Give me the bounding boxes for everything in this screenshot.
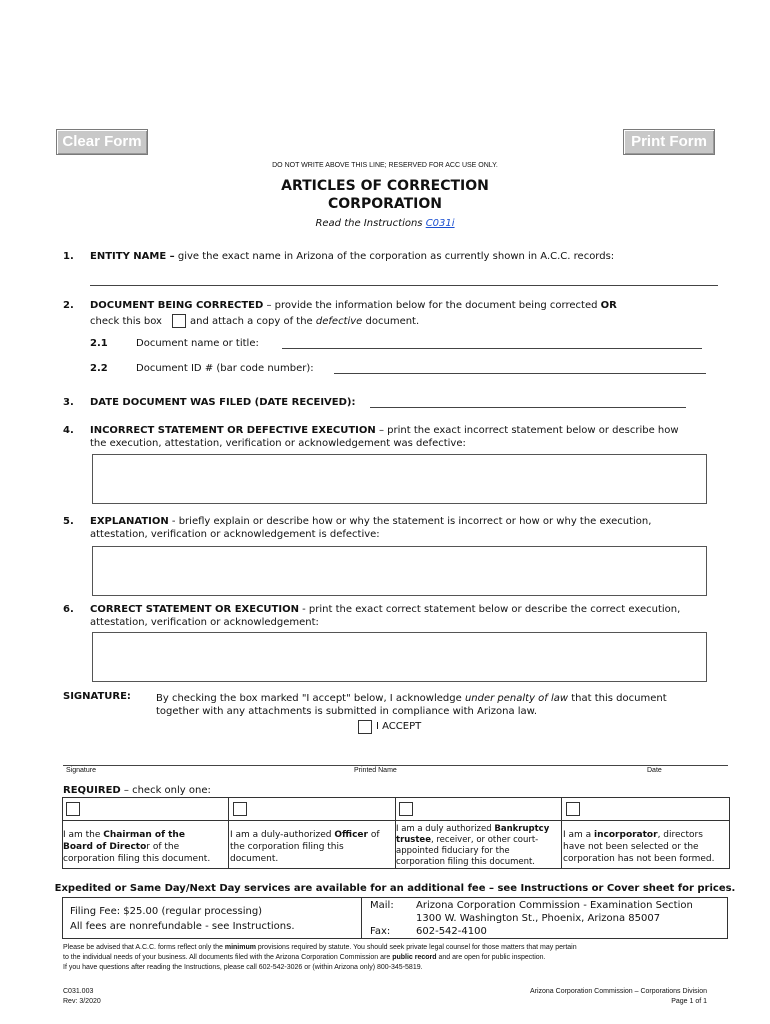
role-chairman-line2 <box>63 841 210 853</box>
s1-text: give the exact name in Arizona of the corporation as currently shown in A.C.C. records: <box>174 251 615 262</box>
s6-bold: CORRECT STATEMENT OR EXECUTION <box>90 604 299 615</box>
s2-text: – provide the information below for the document being corrected <box>263 300 601 311</box>
form-title-line1: ARTICLES OF CORRECTION <box>281 178 489 194</box>
s2-1-label: Document name or title: <box>136 338 259 349</box>
mail-line2: 1300 W. Washington St., Phoenix, Arizona 85007 <box>416 913 661 924</box>
s6-text: - print the exact correct statement below or describe the correct execution, <box>298 604 681 615</box>
form-title-line2: CORPORATION <box>327 196 443 212</box>
document-name-field[interactable] <box>282 348 702 349</box>
s2-2-label: Document ID # (bar code number): <box>136 363 314 374</box>
explanation-textarea[interactable] <box>92 546 707 596</box>
role-bankruptcy-line2 <box>396 835 549 846</box>
s2-check-suffix <box>190 316 419 327</box>
role-chairman-line1 <box>63 829 210 841</box>
notice-p1a: Please be advised that A.C.C. forms reflect only the <box>63 944 225 951</box>
fax-label: Fax: <box>370 926 391 937</box>
s2-defective: defective <box>315 316 363 327</box>
s5-heading <box>90 516 651 527</box>
s5-text: - briefly explain or describe how or why the statement is incorrect or how or why the execution, <box>168 516 652 527</box>
role-incorporator-l1c: , directors <box>657 830 703 840</box>
footer-page: Page 1 of 1 <box>671 998 707 1005</box>
print-form-button[interactable]: Print Form <box>623 129 715 155</box>
signature-label: SIGNATURE: <box>63 691 131 702</box>
role-incorporator-line3: corporation has not been formed. <box>563 854 715 864</box>
s4-heading <box>90 425 679 436</box>
instructions-prefix: Read the Instructions <box>315 218 426 229</box>
notice-p2c: and are open for public inspection. <box>436 954 546 961</box>
incorrect-statement-textarea[interactable] <box>92 454 707 504</box>
fax-number: 602-542-4100 <box>416 926 487 937</box>
role-chairman-l1a: I am the <box>63 830 104 840</box>
s1-heading <box>90 251 614 262</box>
notice-line2 <box>63 954 546 961</box>
notice-line3: If you have questions after reading the Instructions, please call 602-542-3026 or (within Arizona only) 800-345-5819. <box>63 964 423 971</box>
clear-form-button[interactable]: Clear Form <box>56 129 148 155</box>
s6-line2: attestation, verification or acknowledgement: <box>90 617 319 628</box>
role-incorporator-line1 <box>563 829 715 841</box>
s4-bold: INCORRECT STATEMENT OR DEFECTIVE EXECUTION <box>90 425 376 436</box>
s2-or: OR <box>600 300 617 311</box>
s2-document: document. <box>362 316 420 327</box>
role-bankruptcy-line1 <box>396 824 549 835</box>
instructions-line <box>0 218 770 229</box>
signature-text-2: together with any attachments is submitted in compliance with Arizona law. <box>156 706 538 717</box>
role-officer-l1a: I am a duly-authorized <box>230 830 335 840</box>
notice-p1b: minimum <box>224 944 256 951</box>
officer-checkbox[interactable] <box>233 802 247 816</box>
signature-italic: under penalty of law <box>464 693 569 704</box>
expedited-note: Expedited or Same Day/Next Day services are available for an additional fee – see Instructions or Cover sheet for prices. <box>54 883 736 894</box>
s2-1-number: 2.1 <box>90 338 108 349</box>
s4-number: 4. <box>63 425 74 436</box>
required-text: – check only one: <box>120 785 211 796</box>
role-incorporator-l1b: incorporator <box>594 830 658 840</box>
s4-text: – print the exact incorrect statement below or describe how <box>375 425 679 436</box>
date-filed-field[interactable] <box>370 407 686 408</box>
s6-heading <box>90 604 680 615</box>
role-incorporator-l1a: I am a <box>563 830 595 840</box>
incorporator-checkbox[interactable] <box>566 802 580 816</box>
role-chairman-l2a: Board of Directo <box>63 842 147 852</box>
s1-number: 1. <box>63 251 74 262</box>
signature-text-1 <box>156 693 667 704</box>
s2-2-number: 2.2 <box>90 363 108 374</box>
s6-number: 6. <box>63 604 74 615</box>
notice-p2b: public record <box>392 954 437 961</box>
form-rev: Rev: 3/2020 <box>63 998 101 1005</box>
role-table-vline-3 <box>561 797 562 868</box>
notice-p1c: provisions required by statute. You should seek private legal counsel for those matters that may pertain <box>255 944 577 951</box>
i-accept-checkbox[interactable] <box>358 720 372 734</box>
role-incorporator <box>563 829 715 865</box>
s3-heading: DATE DOCUMENT WAS FILED (DATE RECEIVED): <box>90 397 356 408</box>
filing-fee: Filing Fee: $25.00 (regular processing) <box>70 906 263 917</box>
i-accept-label: I ACCEPT <box>376 721 422 732</box>
fees-nonrefundable: All fees are nonrefundable - see Instructions. <box>70 921 295 932</box>
signature-text-1a: By checking the box marked "I accept" below, I acknowledge <box>156 693 465 704</box>
mail-line1: Arizona Corporation Commission - Examination Section <box>416 900 693 911</box>
entity-name-field[interactable] <box>90 285 718 286</box>
reserved-note: DO NOT WRITE ABOVE THIS LINE; RESERVED FOR ACC USE ONLY. <box>272 162 498 169</box>
s2-check-prefix: check this box <box>90 316 162 327</box>
role-bankruptcy-l1a: I am a duly authorized <box>396 824 495 834</box>
notice-p2a: to the individual needs of your business. All documents filed with the Arizona Corporation Commission are <box>63 954 393 961</box>
s2-heading <box>90 300 617 311</box>
role-bankruptcy-line3: appointed fiduciary for the <box>396 846 510 856</box>
required-bold: REQUIRED <box>63 785 121 796</box>
role-chairman-l1b: Chairman of the <box>103 830 185 840</box>
s1-bold: ENTITY NAME – <box>90 251 175 262</box>
role-bankruptcy-l1b: Bankruptcy <box>494 824 550 834</box>
role-officer-line2: the corporation filing this <box>230 842 344 852</box>
date-col-label: Date <box>647 767 662 774</box>
correct-statement-textarea[interactable] <box>92 632 707 682</box>
signature-col-label: Signature <box>66 767 96 774</box>
s3-number: 3. <box>63 397 74 408</box>
role-bankruptcy <box>396 824 549 868</box>
bankruptcy-trustee-checkbox[interactable] <box>399 802 413 816</box>
s2-check-suffix-text: and attach a copy of the <box>190 316 316 327</box>
s2-number: 2. <box>63 300 74 311</box>
role-incorporator-line2: have not been selected or the <box>563 842 699 852</box>
fee-box-divider <box>361 897 362 938</box>
footer-agency: Arizona Corporation Commission – Corporations Division <box>529 988 707 995</box>
document-id-field[interactable] <box>334 373 706 374</box>
signature-text-1b: that this document <box>568 693 667 704</box>
s5-bold: EXPLANATION <box>90 516 169 527</box>
attach-copy-checkbox[interactable] <box>172 314 186 328</box>
role-table-vline-1 <box>228 797 229 868</box>
role-officer-l1c: of <box>367 830 380 840</box>
s5-number: 5. <box>63 516 74 527</box>
s5-line2: attestation, verification or acknowledgement is defective: <box>90 529 380 540</box>
chairman-checkbox[interactable] <box>66 802 80 816</box>
role-officer-l1b: Officer <box>334 830 368 840</box>
notice-line1 <box>63 944 577 951</box>
signature-line[interactable] <box>63 765 728 766</box>
mail-label: Mail: <box>370 900 394 911</box>
role-officer <box>230 829 380 865</box>
printed-name-col-label: Printed Name <box>354 767 397 774</box>
role-officer-line1 <box>230 829 380 841</box>
role-chairman <box>63 829 210 865</box>
form-code: C031.003 <box>63 988 94 995</box>
s4-line2: the execution, attestation, verification or acknowledgement was defective: <box>90 438 466 449</box>
role-chairman-l2b: r of the <box>146 842 180 852</box>
instructions-link[interactable]: C031i <box>425 218 455 229</box>
role-bankruptcy-l2a: trustee <box>396 835 431 845</box>
s2-bold: DOCUMENT BEING CORRECTED <box>90 300 264 311</box>
role-chairman-line3: corporation filing this document. <box>63 854 211 864</box>
role-bankruptcy-line4: corporation filing this document. <box>396 857 536 867</box>
role-bankruptcy-l2b: , receiver, or other court- <box>430 835 539 845</box>
required-heading <box>63 785 211 796</box>
role-officer-line3: document. <box>230 854 279 864</box>
